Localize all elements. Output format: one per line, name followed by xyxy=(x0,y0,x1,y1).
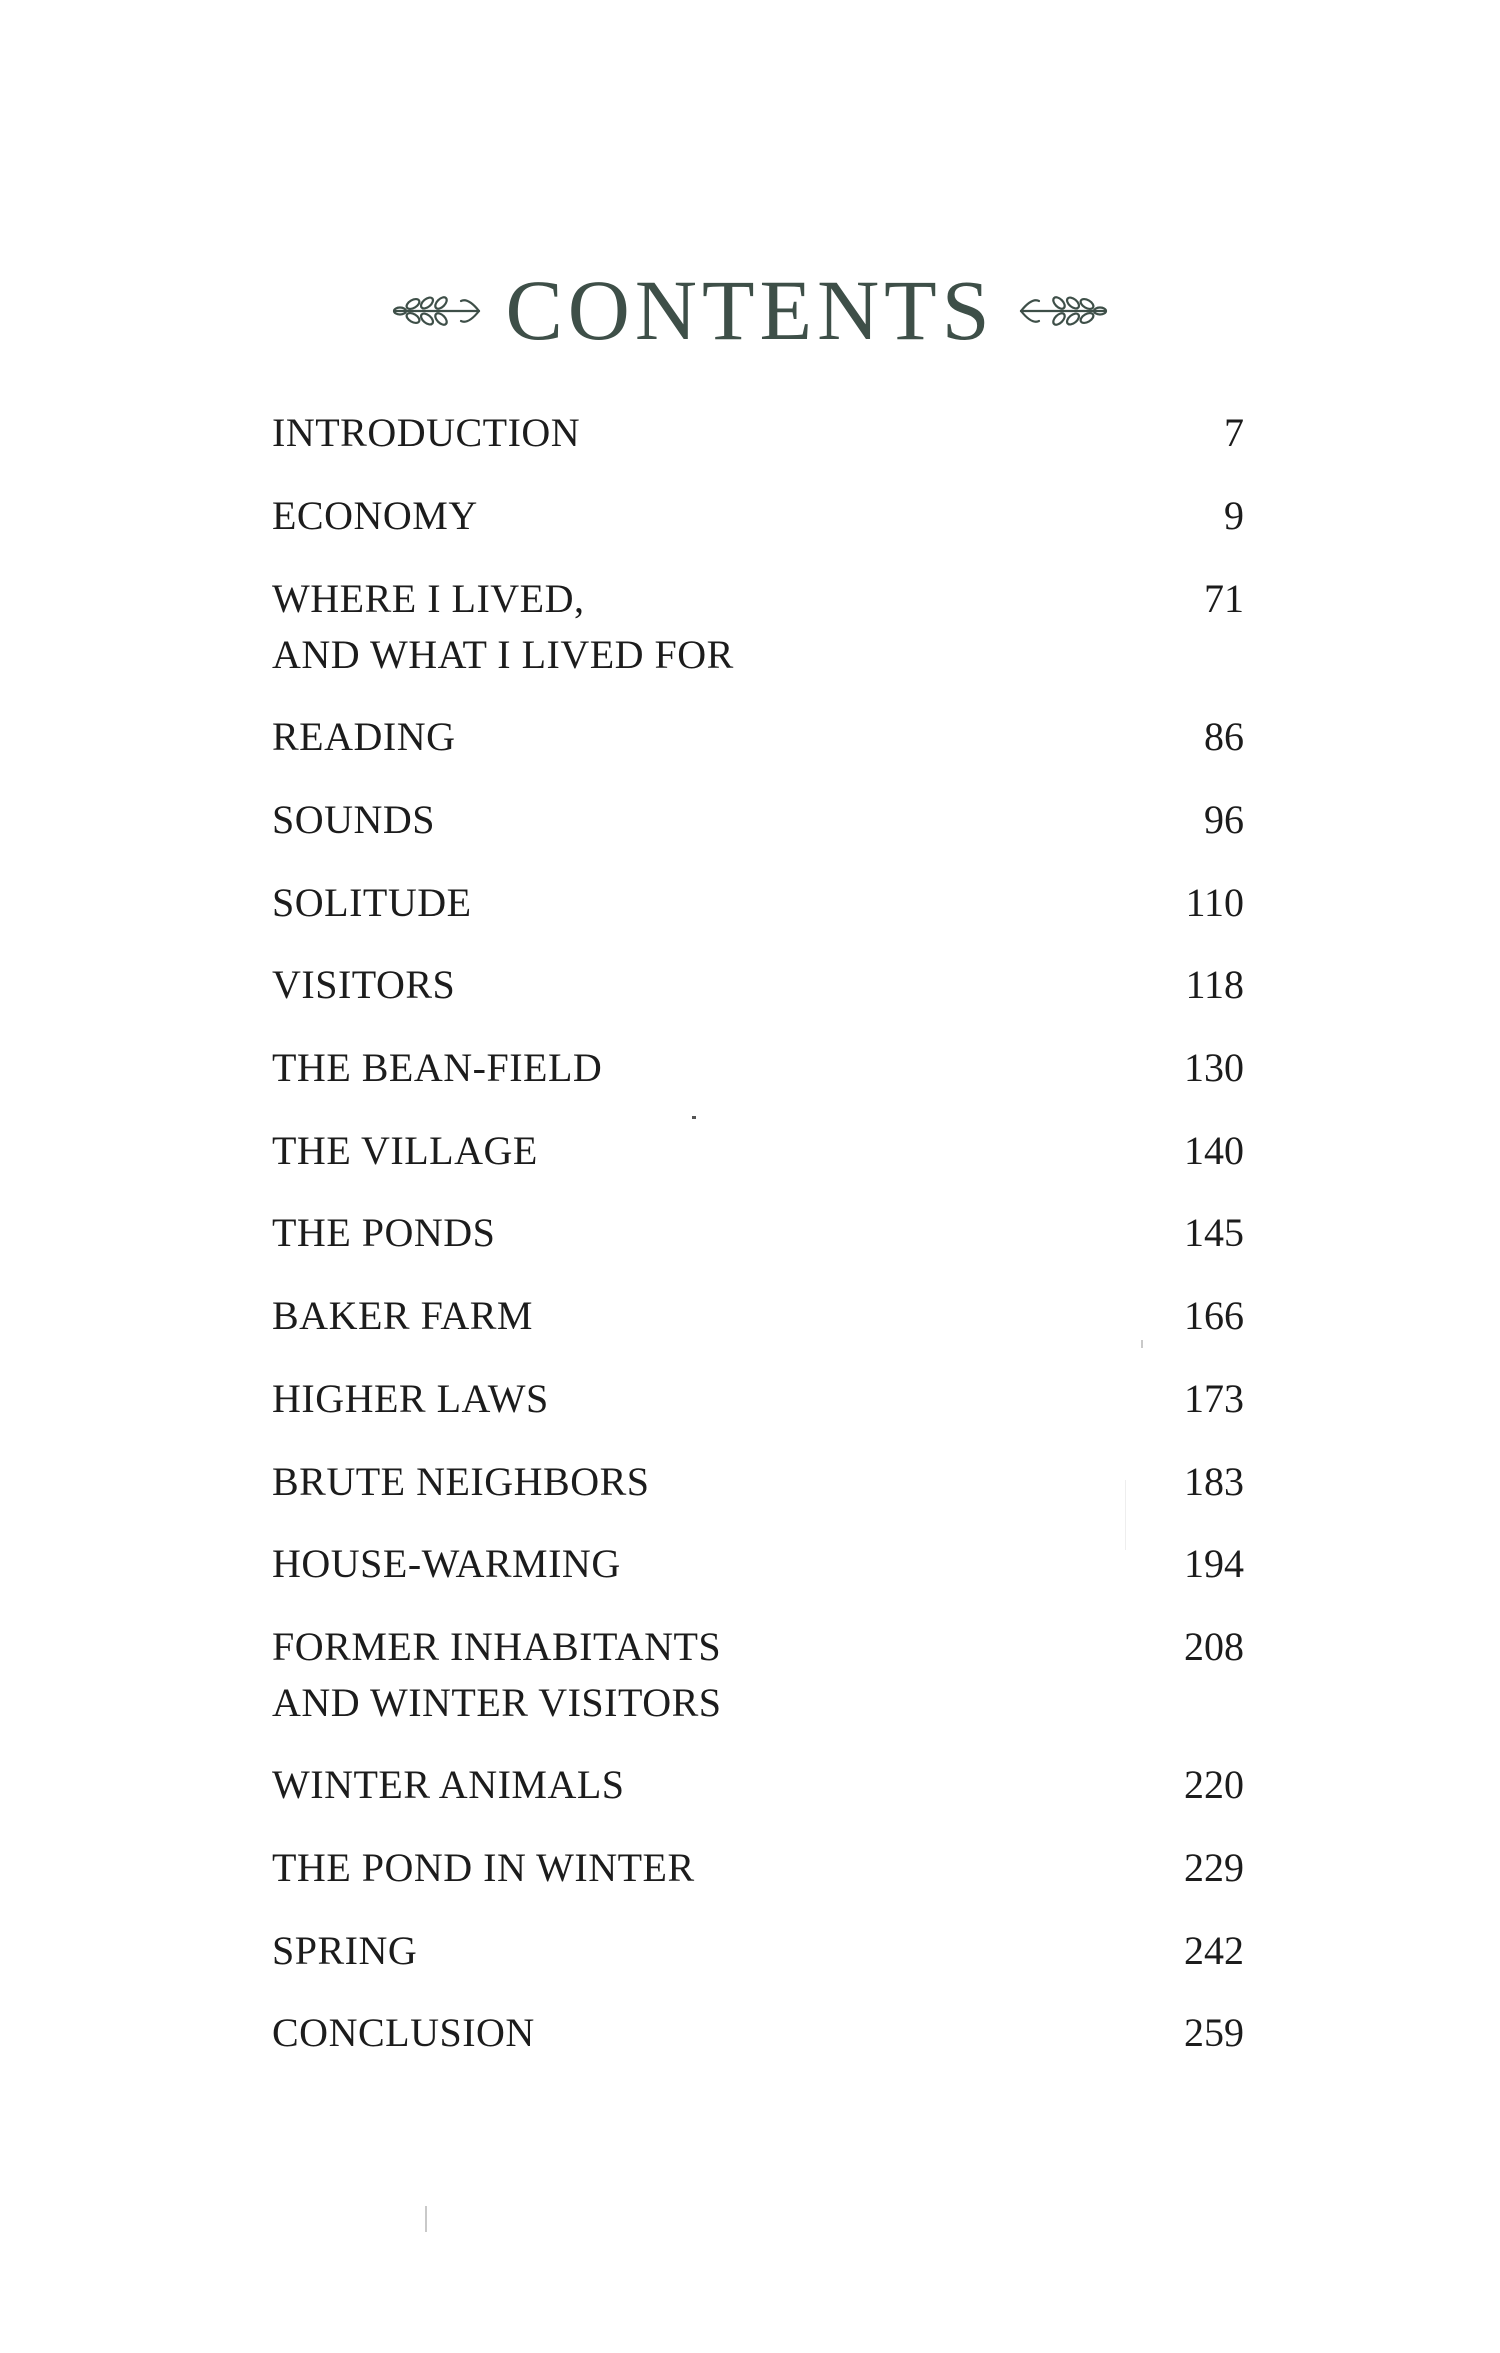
toc-entry-title-line: THE POND IN WINTER xyxy=(272,1845,695,1890)
toc-entry-page: 9 xyxy=(1224,493,1244,538)
toc-entry-title xyxy=(272,1123,1032,1179)
page-title: CONTENTS xyxy=(505,262,995,358)
toc-entry-title-line: HOUSE-WARMING xyxy=(272,1541,621,1586)
toc-entry-title xyxy=(272,1205,1032,1261)
toc-entry-title xyxy=(272,571,1032,683)
toc-entry-title-line: SPRING xyxy=(272,1928,418,1973)
toc-entry-page: 140 xyxy=(1184,1128,1244,1173)
toc-entry-title xyxy=(272,2005,1032,2061)
toc-entry-page: 259 xyxy=(1184,2010,1244,2055)
toc-entry-page: 194 xyxy=(1184,1541,1244,1586)
toc-entry-title-line: BAKER FARM xyxy=(272,1293,533,1338)
toc-entry-title-line: AND WINTER VISITORS xyxy=(272,1680,722,1725)
toc-entry-page: 229 xyxy=(1184,1845,1244,1890)
toc-entry-page: 166 xyxy=(1184,1293,1244,1338)
toc-entry-title-line: THE BEAN-FIELD xyxy=(272,1045,603,1090)
toc-entry-title-line: VISITORS xyxy=(272,962,456,1007)
toc-entry-title xyxy=(272,792,1032,848)
toc-entry-title xyxy=(272,1040,1032,1096)
toc-entry-page: 118 xyxy=(1185,962,1244,1007)
toc-entry-page: 220 xyxy=(1184,1762,1244,1807)
toc-entry-title-line: THE PONDS xyxy=(272,1210,496,1255)
toc-entry-title-line: HIGHER LAWS xyxy=(272,1376,549,1421)
toc-entry-title-line: CONCLUSION xyxy=(272,2010,535,2055)
toc-entry-title-line: AND WHAT I LIVED FOR xyxy=(272,632,734,677)
toc-entry-page: 242 xyxy=(1184,1928,1244,1973)
toc-entry-title-line: WINTER ANIMALS xyxy=(272,1762,625,1807)
toc-entry-page: 110 xyxy=(1185,880,1244,925)
toc-entry-title xyxy=(272,1536,1032,1592)
toc-entry-title xyxy=(272,1288,1032,1344)
toc-entry-title-line: FORMER INHABITANTS xyxy=(272,1624,722,1669)
toc-entry-page: 7 xyxy=(1224,410,1244,455)
toc-entry-page: 183 xyxy=(1184,1459,1244,1504)
toc-entry-title xyxy=(272,709,1032,765)
scan-speck xyxy=(692,1116,696,1119)
toc-entry-title xyxy=(272,488,1032,544)
toc-entry-title xyxy=(272,1619,1032,1731)
toc-entry-title-line: SOUNDS xyxy=(272,797,436,842)
toc-entry-page: 71 xyxy=(1204,576,1244,621)
toc-entry-page: 145 xyxy=(1184,1210,1244,1255)
toc-entry-title-line: WHERE I LIVED, xyxy=(272,576,585,621)
toc-entry-title xyxy=(272,1923,1032,1979)
toc-entry-title xyxy=(272,875,1032,931)
toc-entry-title xyxy=(272,957,1032,1013)
toc-entry-title-line: READING xyxy=(272,714,456,759)
toc-entry-title-line: SOLITUDE xyxy=(272,880,472,925)
toc-entry-title-line: BRUTE NEIGHBORS xyxy=(272,1459,650,1504)
toc-entry-title xyxy=(272,1371,1032,1427)
contents-heading xyxy=(0,260,1500,360)
toc-entry-title-line: INTRODUCTION xyxy=(272,410,581,455)
toc-entry-title-line: THE VILLAGE xyxy=(272,1128,538,1173)
scan-mark xyxy=(425,2206,427,2232)
toc-entry-title-line: ECONOMY xyxy=(272,493,478,538)
toc-entry-page: 86 xyxy=(1204,714,1244,759)
scan-mark xyxy=(1125,1480,1126,1550)
toc-entry-page: 208 xyxy=(1184,1624,1244,1669)
scan-mark xyxy=(1141,1340,1143,1348)
toc-entry-title xyxy=(272,1840,1032,1896)
toc-entry-title xyxy=(272,1454,1032,1510)
toc-entry-page: 173 xyxy=(1184,1376,1244,1421)
toc-entry-title xyxy=(272,405,1032,461)
toc-entry-title xyxy=(272,1757,1032,1813)
leaf-flourish-left-icon xyxy=(391,287,483,333)
leaf-flourish-right-icon xyxy=(1017,287,1109,333)
toc-entry-page: 130 xyxy=(1184,1045,1244,1090)
toc-entry-page: 96 xyxy=(1204,797,1244,842)
